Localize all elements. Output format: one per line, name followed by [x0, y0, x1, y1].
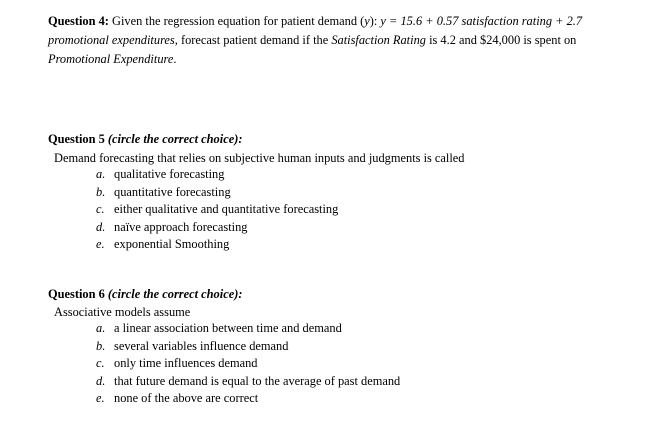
question-4-y-variable: y: [364, 14, 370, 28]
question-5-choice-c[interactable]: [96, 201, 338, 219]
question-6-instruction: (circle the correct choice):: [107, 287, 243, 301]
question-5-choices: [96, 166, 338, 254]
choice-letter: e.: [96, 391, 105, 406]
question-6-choice-a[interactable]: [96, 320, 400, 338]
question-6-stem: Associative models assume: [54, 305, 191, 319]
question-5-instruction: (circle the correct choice):: [107, 132, 243, 146]
question-5-choice-e[interactable]: [96, 236, 338, 254]
question-5-choice-b[interactable]: [96, 184, 338, 202]
choice-text: quantitative forecasting: [114, 184, 231, 199]
question-6-choice-c[interactable]: [96, 355, 400, 373]
choice-letter: c.: [96, 202, 105, 217]
question-4-block: [48, 12, 633, 69]
choice-text: only time influences demand: [114, 356, 258, 371]
question-4-mid: forecast patient demand if the: [177, 33, 332, 47]
term-satisfaction-rating: Satisfaction Rating: [331, 33, 426, 47]
term-promotional-expenditure: Promotional Expenditure: [48, 52, 174, 66]
question-6-choice-e[interactable]: [96, 390, 400, 408]
question-4-text: [48, 12, 633, 69]
choice-text: that future demand is equal to the average of past demand: [114, 373, 401, 388]
question-4-intro: Given the regression equation for patient demand (: [108, 14, 365, 28]
choice-text: either qualitative and quantitative forecasting: [114, 202, 339, 217]
choice-letter: a.: [96, 167, 106, 181]
question-5-choice-d[interactable]: [96, 219, 338, 237]
question-6-choices: [96, 320, 400, 408]
choice-letter: e.: [96, 237, 105, 252]
regression-equation: y = 15.6 + 0.57 satisfaction rating + 2.7 promotional expenditures,: [48, 14, 583, 47]
choice-text: naïve approach forecasting: [114, 219, 248, 234]
question-5-label: Question 5: [48, 132, 105, 146]
question-6-choice-b[interactable]: [96, 338, 400, 356]
question-4-label: Question 4:: [48, 14, 109, 28]
question-6-heading: [48, 285, 242, 303]
choice-text: exponential Smoothing: [114, 237, 230, 252]
question-4-end: .: [173, 52, 177, 66]
choice-letter: d.: [96, 219, 106, 234]
question-6-choice-d[interactable]: [96, 373, 400, 391]
choice-text: several variables influence demand: [114, 338, 289, 353]
choice-letter: d.: [96, 373, 106, 388]
choice-letter: a.: [96, 321, 106, 335]
choice-text: a linear association between time and demand: [114, 321, 342, 335]
question-5-heading: [48, 130, 242, 148]
choice-letter: b.: [96, 184, 106, 199]
question-4-mid2: is 4.2 and $24,000 is spent on: [425, 33, 577, 47]
choice-text: qualitative forecasting: [114, 167, 225, 181]
choice-text: none of the above are correct: [114, 391, 259, 406]
choice-letter: b.: [96, 338, 106, 353]
question-5-stem: Demand forecasting that relies on subjective human inputs and judgments is called: [54, 151, 465, 165]
question-6-label: Question 6: [48, 287, 105, 301]
choice-letter: c.: [96, 356, 105, 371]
question-5-choice-a[interactable]: [96, 166, 338, 184]
question-4-after-y: ):: [369, 14, 381, 28]
